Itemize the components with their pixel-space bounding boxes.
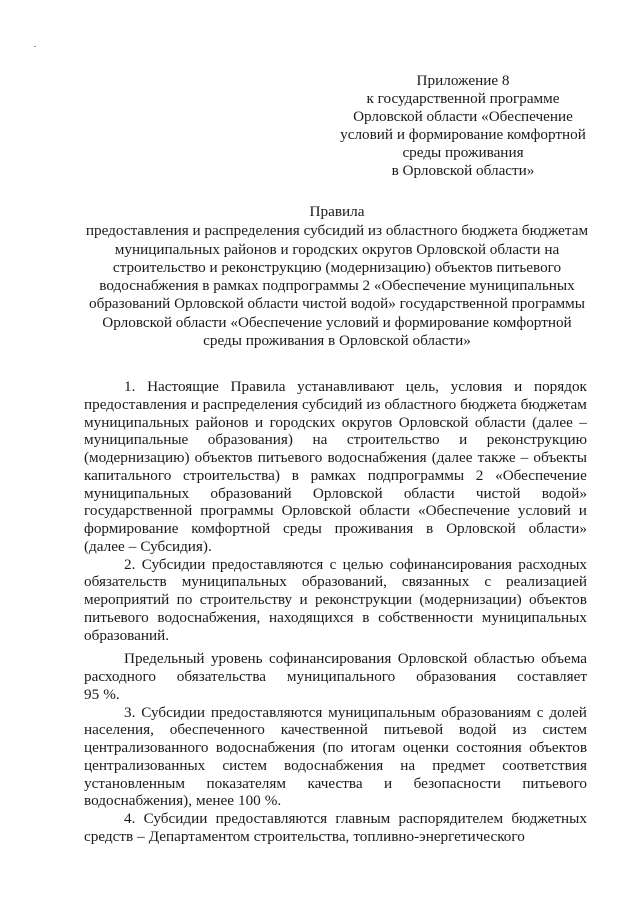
paragraph-cofinancing-level <box>84 650 587 703</box>
text-line: капитального строительства) в рамках подпрограммы 2 «Обеспечение <box>84 466 587 484</box>
text-line: Предельный уровень софинансирования Орловской областью объема <box>124 650 587 668</box>
text-line: предоставления и распределения субсидий из областного бюджета бюджетам <box>84 395 587 413</box>
paragraph-1 <box>84 378 587 556</box>
text-line: (далее – Субсидия). <box>84 537 212 555</box>
document-title <box>78 203 596 350</box>
scan-speck <box>34 46 36 47</box>
text-line: обязательств муниципальных образований, связанных с реализацией <box>84 573 587 591</box>
text-line: расходного обязательства муниципального образования составляет <box>84 668 587 685</box>
title-line: образований Орловской области чистой водой» государственной программы <box>89 295 585 313</box>
title-line: предоставления и распределения субсидий из областного бюджета бюджетам <box>85 222 589 240</box>
text-line: установленным показателям качества и безопасности питьевого <box>84 774 587 792</box>
text-line: 1. Настоящие Правила устанавливают цель, условия и порядок <box>124 378 587 395</box>
title-line: муниципальных районов и городских округов Орловской области на <box>114 240 560 258</box>
text-line: (модернизацию) объектов питьевого водоснабжения (далее также – объекты <box>84 449 587 466</box>
text-line: образований. <box>84 626 170 644</box>
text-line: мероприятий по строительству и реконструкции (модернизации) объектов <box>84 591 587 608</box>
paragraph-4 <box>84 810 587 846</box>
appendix-line: Орловской области «Обеспечение <box>353 108 573 125</box>
paragraph-2 <box>84 556 587 645</box>
text-line: муниципальных образований Орловской области чистой водой» <box>84 484 587 502</box>
text-line: муниципальных районов и городских округов Орловской области (далее – <box>84 413 587 431</box>
text-line: питьевого водоснабжения, находящихся в собственности муниципальных <box>84 608 587 626</box>
title-line: Орловской области «Обеспечение условий и формирование комфортной <box>102 313 572 331</box>
paragraph-3 <box>84 704 587 811</box>
text-line: централизованного водоснабжения (по итогам оценки состояния объектов <box>84 739 587 756</box>
text-line: населения, обеспеченного качественной питьевой водой из систем <box>84 721 587 739</box>
text-line: 95 %. <box>84 685 120 703</box>
title-line: строительство и реконструкцию (модернизацию) объектов питьевого <box>112 258 562 276</box>
text-line: формирование комфортной среды проживания в Орловской области» <box>84 520 587 537</box>
document-body <box>84 378 587 846</box>
appendix-line: в Орловской области» <box>391 162 535 179</box>
text-line: 4. Субсидии предоставляются главным распорядителем бюджетных <box>124 810 587 827</box>
appendix-line: условий и формирование комфортной <box>340 126 586 143</box>
title-line: водоснабжения в рамках подпрограммы 2 «Обеспечение муниципальных <box>99 277 575 295</box>
text-line: водоснабжения), менее 100 %. <box>84 792 282 810</box>
appendix-line: Приложение 8 <box>416 72 510 89</box>
appendix-line: к государственной программе <box>366 90 560 107</box>
text-line: муниципальные образования) на строительство и реконструкцию <box>84 431 587 449</box>
appendix-line: среды проживания <box>402 144 524 161</box>
title-line: среды проживания в Орловской области» <box>203 332 471 350</box>
title-heading: Правила <box>309 203 365 220</box>
appendix-header <box>338 72 588 180</box>
text-line: 2. Субсидии предоставляются с целью софинансирования расходных <box>124 555 587 573</box>
text-line: централизованных систем водоснабжения на предмет соответствия <box>84 756 587 774</box>
text-line: 3. Субсидии предоставляются муниципальным образованиям с долей <box>124 703 587 721</box>
text-line: средств – Департаментом строительства, топливно-энергетического <box>84 827 525 845</box>
text-line: государственной программы Орловской области «Обеспечение условий и <box>84 502 587 520</box>
